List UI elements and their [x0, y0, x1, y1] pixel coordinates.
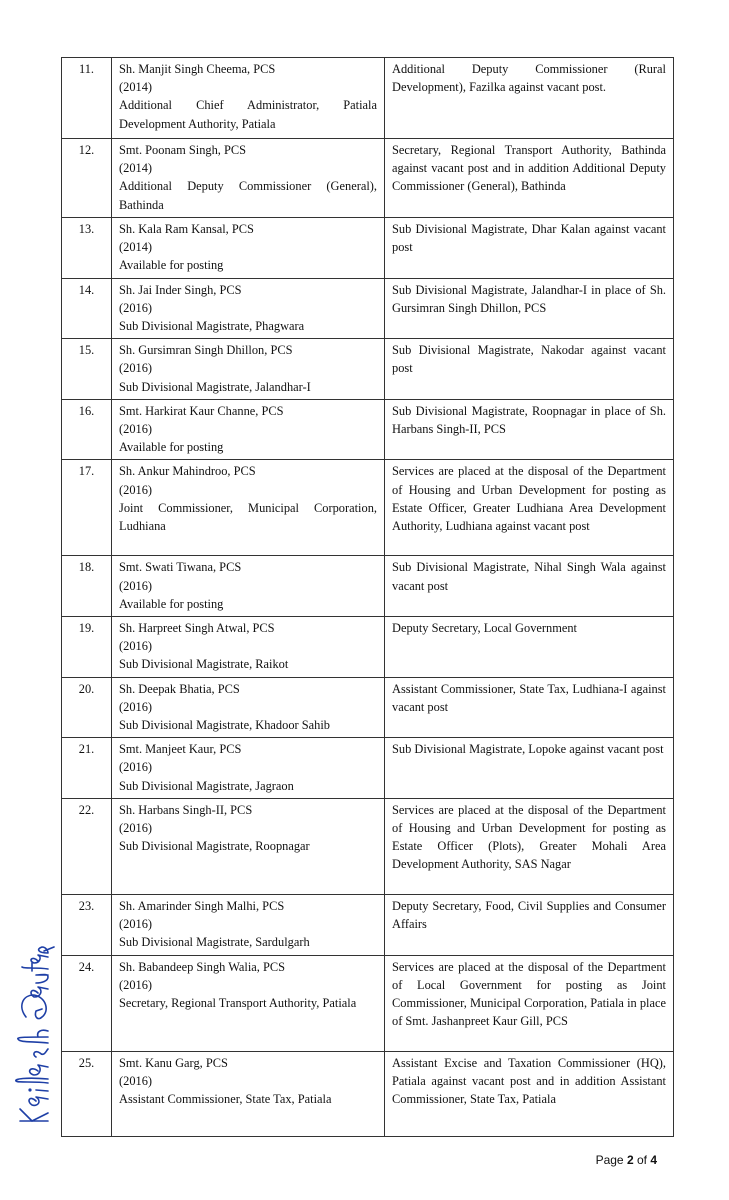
new-posting-text: Assistant Excise and Taxation Commissioner (HQ), Patiala against vacant post and in addition Assistant Commissioner, State Tax, Patiala: [392, 1055, 666, 1107]
new-posting-text: Sub Divisional Magistrate, Nakodar against vacant post: [392, 343, 666, 376]
officer-cell: [112, 339, 385, 400]
table-row: [62, 955, 674, 1051]
batch-year: (2016): [119, 300, 153, 315]
batch-year: (2016): [119, 1074, 153, 1089]
batch-year: (2016): [119, 639, 153, 654]
new-posting-cell: [385, 894, 674, 955]
serial-number-cell: 21.: [62, 738, 112, 799]
table-row: [62, 617, 674, 678]
serial-number-cell: 22.: [62, 798, 112, 894]
handwritten-signature: [8, 945, 58, 1125]
batch-year: (2016): [119, 422, 153, 437]
new-posting-text: Secretary, Regional Transport Authority, Bathinda against vacant post and in addition Additional Deputy Commissioner (General), Bathinda: [392, 143, 666, 194]
posting-table-body: [62, 58, 674, 1137]
new-posting-text: Sub Divisional Magistrate, Dhar Kalan against vacant post: [392, 222, 666, 255]
batch-year: (2014): [119, 161, 153, 176]
officer-name: Sh. Jai Inder Singh, PCS: [119, 282, 242, 297]
serial-number-cell: 17.: [62, 460, 112, 556]
current-posting: Available for posting: [119, 596, 224, 611]
officer-cell: [112, 1051, 385, 1136]
batch-year: (2016): [119, 578, 153, 593]
current-posting: Sub Divisional Magistrate, Roopnagar: [119, 839, 310, 854]
serial-number-cell: 14.: [62, 278, 112, 339]
officer-cell: [112, 278, 385, 339]
table-row: [62, 1051, 674, 1136]
officer-cell: [112, 798, 385, 894]
serial-number-cell: 11.: [62, 58, 112, 139]
current-posting: Sub Divisional Magistrate, Khadoor Sahib: [119, 718, 330, 733]
serial-number-cell: 16.: [62, 399, 112, 460]
table-row: [62, 894, 674, 955]
current-posting: Available for posting: [119, 440, 224, 455]
new-posting-cell: [385, 339, 674, 400]
current-posting: Secretary, Regional Transport Authority, Patiala: [119, 996, 357, 1011]
table-row: [62, 556, 674, 617]
batch-year: (2016): [119, 482, 153, 497]
posting-table: [61, 57, 674, 1137]
new-posting-cell: [385, 738, 674, 799]
serial-number-cell: 15.: [62, 339, 112, 400]
table-row: [62, 798, 674, 894]
table-row: [62, 460, 674, 556]
batch-year: (2016): [119, 699, 153, 714]
officer-name: Sh. Gursimran Singh Dhillon, PCS: [119, 343, 293, 358]
officer-name: Smt. Harkirat Kaur Channe, PCS: [119, 403, 284, 418]
officer-cell: [112, 894, 385, 955]
officer-cell: [112, 218, 385, 279]
new-posting-text: Deputy Secretary, Local Government: [392, 621, 577, 636]
officer-name: Smt. Kanu Garg, PCS: [119, 1055, 228, 1070]
serial-number-cell: 13.: [62, 218, 112, 279]
officer-cell: [112, 58, 385, 139]
new-posting-cell: [385, 399, 674, 460]
new-posting-cell: [385, 460, 674, 556]
new-posting-cell: [385, 139, 674, 218]
serial-number-cell: 25.: [62, 1051, 112, 1136]
officer-name: Sh. Deepak Bhatia, PCS: [119, 681, 240, 696]
officer-cell: [112, 617, 385, 678]
table-row: [62, 278, 674, 339]
new-posting-text: Services are placed at the disposal of the Department of Housing and Urban Development for posting as Estate Officer, Greater Ludhiana Area Development Authority, Ludhiana against vacant post: [392, 464, 666, 534]
table-row: [62, 139, 674, 218]
officer-name: Sh. Kala Ram Kansal, PCS: [119, 222, 254, 236]
page-of: of: [633, 1153, 651, 1167]
current-posting: Assistant Commissioner, State Tax, Patiala: [119, 1092, 332, 1107]
new-posting-cell: [385, 218, 674, 279]
officer-cell: [112, 460, 385, 556]
serial-number-cell: 24.: [62, 955, 112, 1051]
batch-year: (2016): [119, 361, 153, 376]
current-posting: Joint Commissioner, Municipal Corporation, Ludhiana: [119, 500, 377, 534]
current-posting: Sub Divisional Magistrate, Raikot: [119, 657, 289, 672]
new-posting-cell: [385, 677, 674, 738]
officer-cell: [112, 955, 385, 1051]
officer-name: Sh. Babandeep Singh Walia, PCS: [119, 959, 286, 974]
officer-name: Smt. Poonam Singh, PCS: [119, 143, 247, 157]
current-posting: Available for posting: [119, 258, 224, 273]
page-total: 4: [650, 1153, 657, 1167]
batch-year: (2016): [119, 821, 153, 836]
table-row: [62, 399, 674, 460]
current-posting: Sub Divisional Magistrate, Jagraon: [119, 778, 294, 793]
officer-cell: [112, 677, 385, 738]
batch-year: (2016): [119, 978, 153, 993]
current-posting: Sub Divisional Magistrate, Phagwara: [119, 319, 305, 334]
serial-number-cell: 23.: [62, 894, 112, 955]
batch-year: (2016): [119, 917, 153, 932]
batch-year: (2014): [119, 80, 153, 95]
officer-name: Sh. Ankur Mahindroo, PCS: [119, 464, 256, 479]
page-current: 2: [626, 1153, 634, 1167]
officer-name: Smt. Swati Tiwana, PCS: [119, 560, 242, 575]
table-row: [62, 218, 674, 279]
new-posting-text: Additional Deputy Commissioner (Rural Development), Fazilka against vacant post.: [392, 62, 666, 95]
serial-number-cell: 12.: [62, 139, 112, 218]
page-footer: [596, 1153, 657, 1167]
current-posting: Sub Divisional Magistrate, Sardulgarh: [119, 935, 310, 950]
officer-cell: [112, 399, 385, 460]
new-posting-text: Deputy Secretary, Food, Civil Supplies and Consumer Affairs: [392, 898, 666, 932]
new-posting-cell: [385, 556, 674, 617]
new-posting-text: Services are placed at the disposal of the Department of Housing and Urban Development for posting as Estate Officer (Plots), Greater Mohali Area Development Authority, SAS Nagar: [392, 802, 666, 872]
new-posting-text: Sub Divisional Magistrate, Jalandhar-I in place of Sh. Gursimran Singh Dhillon, PCS: [392, 282, 666, 315]
new-posting-cell: [385, 798, 674, 894]
table-row: [62, 677, 674, 738]
new-posting-cell: [385, 1051, 674, 1136]
current-posting: Additional Deputy Commissioner (General), Bathinda: [119, 179, 377, 212]
officer-cell: [112, 556, 385, 617]
serial-number-cell: 20.: [62, 677, 112, 738]
officer-name: Smt. Manjeet Kaur, PCS: [119, 742, 242, 757]
officer-name: Sh. Amarinder Singh Malhi, PCS: [119, 898, 285, 913]
new-posting-cell: [385, 58, 674, 139]
new-posting-text: Sub Divisional Magistrate, Nihal Singh Wala against vacant post: [392, 560, 666, 593]
officer-cell: [112, 139, 385, 218]
page-prefix: Page: [595, 1153, 627, 1167]
table-row: [62, 738, 674, 799]
new-posting-cell: [385, 617, 674, 678]
serial-number-cell: 18.: [62, 556, 112, 617]
current-posting: Additional Chief Administrator, Patiala Development Authority, Patiala: [119, 98, 377, 131]
batch-year: (2014): [119, 240, 153, 255]
officer-name: Sh. Manjit Singh Cheema, PCS: [119, 62, 276, 76]
new-posting-cell: [385, 955, 674, 1051]
new-posting-text: Sub Divisional Magistrate, Lopoke against vacant post: [392, 742, 664, 757]
new-posting-text: Services are placed at the disposal of the Department of Local Government for posting as Joint Commissioner, Municipal Corporation, Patiala in place of Smt. Jashanpreet Kaur Gill, PCS: [392, 959, 666, 1029]
table-row: [62, 58, 674, 139]
new-posting-cell: [385, 278, 674, 339]
batch-year: (2016): [119, 760, 153, 775]
table-row: [62, 339, 674, 400]
new-posting-text: Sub Divisional Magistrate, Roopnagar in place of Sh. Harbans Singh-II, PCS: [392, 403, 666, 437]
officer-name: Sh. Harpreet Singh Atwal, PCS: [119, 621, 275, 636]
officer-cell: [112, 738, 385, 799]
officer-name: Sh. Harbans Singh-II, PCS: [119, 802, 253, 817]
new-posting-text: Assistant Commissioner, State Tax, Ludhiana-I against vacant post: [392, 681, 666, 714]
current-posting: Sub Divisional Magistrate, Jalandhar-I: [119, 379, 311, 394]
serial-number-cell: 19.: [62, 617, 112, 678]
